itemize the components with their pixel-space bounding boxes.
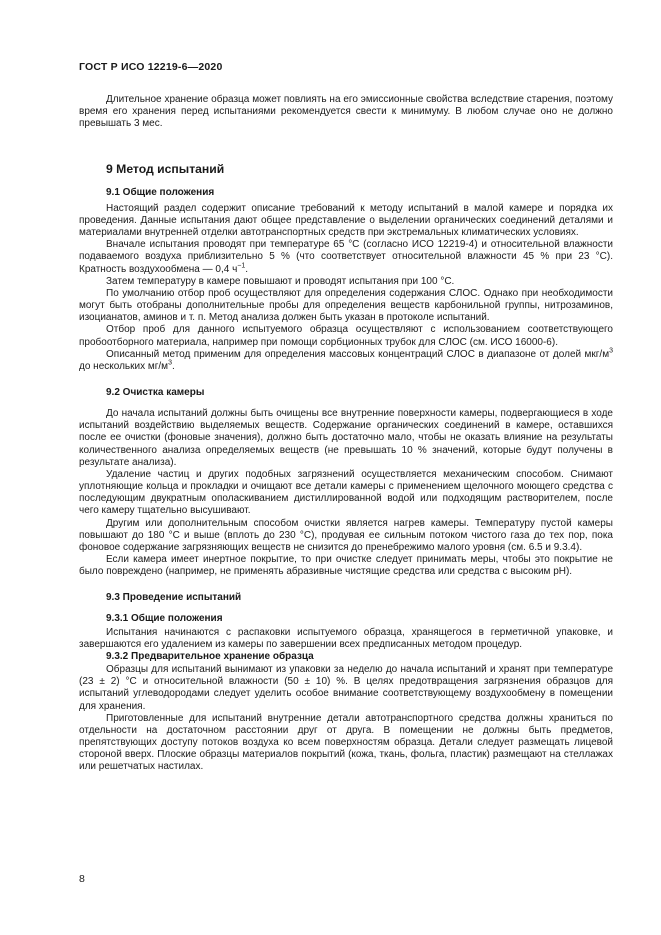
paragraph: Приготовленные для испытаний внутренние детали автотранспортного средства должны храниться по отдельности на достаточном расстоянии друг от друга. В помещении не должны быть предметов, препятствующих доступу потоков воздуха ко всем поверхностям образца. Детали следует размещать лицевой стороной вверх. Плоские образцы материалов покрытий (кожа, ткань, фольга, пластик) размещают на стеллажах или решетчатых настилах. xyxy=(79,712,613,773)
paragraph: Затем температуру в камере повышают и проводят испытания при 100 °С. xyxy=(106,275,455,287)
punctuation: . xyxy=(245,263,249,275)
section-9-3-1-title: 9.3.1 Общие положения xyxy=(106,613,223,625)
page-number: 8 xyxy=(79,873,85,885)
exponent: 3 xyxy=(168,359,172,367)
paragraph: Если камера имеет инертное покрытие, то при очистке следует принимать меры, чтобы это покрытие не было повреждено (например, не применять абразивные чистящие средства или средства с высоким pH). xyxy=(79,554,613,578)
paragraph-air-exchange xyxy=(79,239,613,275)
paragraph-text: до нескольких мг/м xyxy=(79,360,169,372)
intro-paragraph: Длительное хранение образца может повлиять на его эмиссионные свойства вследствие старения, поэтому время его хранения перед испытаниями рекомендуется свести к минимуму. В любом случае оно не должно превышать 3 мес. xyxy=(79,94,613,130)
section-9-1-title: 9.1 Общие положения xyxy=(106,186,215,198)
paragraph: До начала испытаний должны быть очищены все внутренние поверхности камеры, подвергающиеся в ходе испытаний воздействию выделяемых веществ. Содержание органических соединений в камере, оставшихся после ее очистки (фоновые значения), должно быть достаточно мало, чтобы не оказать влияние на результаты количественного анализа определяемых веществ (не превышать 10 % значений, которые будут получены в результате анализа). xyxy=(79,408,613,468)
paragraph-text: Описанный метод применим для определения массовых концентраций СЛОС в диапазоне от долей мкг/м xyxy=(106,348,610,360)
paragraph: Образцы для испытаний вынимают из упаковки за неделю до начала испытаний и хранят при температуре (23 ± 2) °С и относительной влажности (50 ± 10) %. В целях предотвращения загрязнения образцов для испытаний углеводородами следует уделить особое внимание соответствующему воздухообмену в помещении для хранения. xyxy=(79,664,613,712)
section-9-3-title: 9.3 Проведение испытаний xyxy=(106,592,242,604)
section-9-title: 9 Метод испытаний xyxy=(106,162,225,177)
document-body xyxy=(79,94,613,774)
running-header: ГОСТ Р ИСО 12219-6—2020 xyxy=(79,61,223,73)
paragraph-concentration-range xyxy=(79,349,613,373)
paragraph: Другим или дополнительным способом очистки является нагрев камеры. Температуру пустой камеры повышают до 180 °С и выше (вплоть до 230 °С), продувая ее сильным потоком чистого газа до тех пор, пока фоновое содержание загрязняющих веществ не снизится до пренебрежимо малого уровня (см. 6.5 и 9.3.4). xyxy=(79,517,613,553)
paragraph-text: Вначале испытания проводят при температуре 65 °С (согласно ИСО 12219-4) и относительной влажности подаваемого воздуха приблизительно 5 % (что соответствует относительной влажности 45 % при 23 °С). Кратность воздухообмена — 0,4 ч xyxy=(79,239,613,275)
paragraph: Удаление частиц и других подобных загрязнений осуществляется механическим способом. Снимают уплотняющие кольца и прокладки и очищают все детали камеры с применением щелочного моющего средства с последующим двукратным ополаскиванием дистиллированной водой или подходящим растворителем, после чего камеру тщательно высушивают. xyxy=(79,468,613,517)
section-9-2-title: 9.2 Очистка камеры xyxy=(106,386,205,398)
paragraph: По умолчанию отбор проб осуществляют для определения содержания СЛОС. Однако при необходимости могут быть отобраны дополнительные пробы для определения веществ карбонильной группы, нитрозаминов, изоцианатов, аминов и т. п. Метод анализа должен быть указан в протоколе испытаний. xyxy=(79,287,613,324)
paragraph: Отбор проб для данного испытуемого образца осуществляют с использованием соответствующего пробоотборного материала, например при помощи сорбционных трубок для СЛОС (см. ИСО 16000-6). xyxy=(79,324,613,348)
exponent: 3 xyxy=(609,347,613,355)
paragraph: Настоящий раздел содержит описание требований к методу испытаний в малой камере и порядка их проведения. Данные испытания дают общее представление о выделении органических соединений деталями и материалами внутренней отделки автотранспортных средств при экстремальных климатических условиях. xyxy=(79,202,613,239)
exponent: −1 xyxy=(237,262,246,270)
paragraph: Испытания начинаются с распаковки испытуемого образца, хранящегося в герметичной упаковке, и завершаются его удалением из камеры по завершении всех предписанных методом процедур. xyxy=(79,626,613,650)
punctuation: . xyxy=(171,360,175,372)
section-9-3-2-title: 9.3.2 Предварительное хранение образца xyxy=(106,650,314,662)
